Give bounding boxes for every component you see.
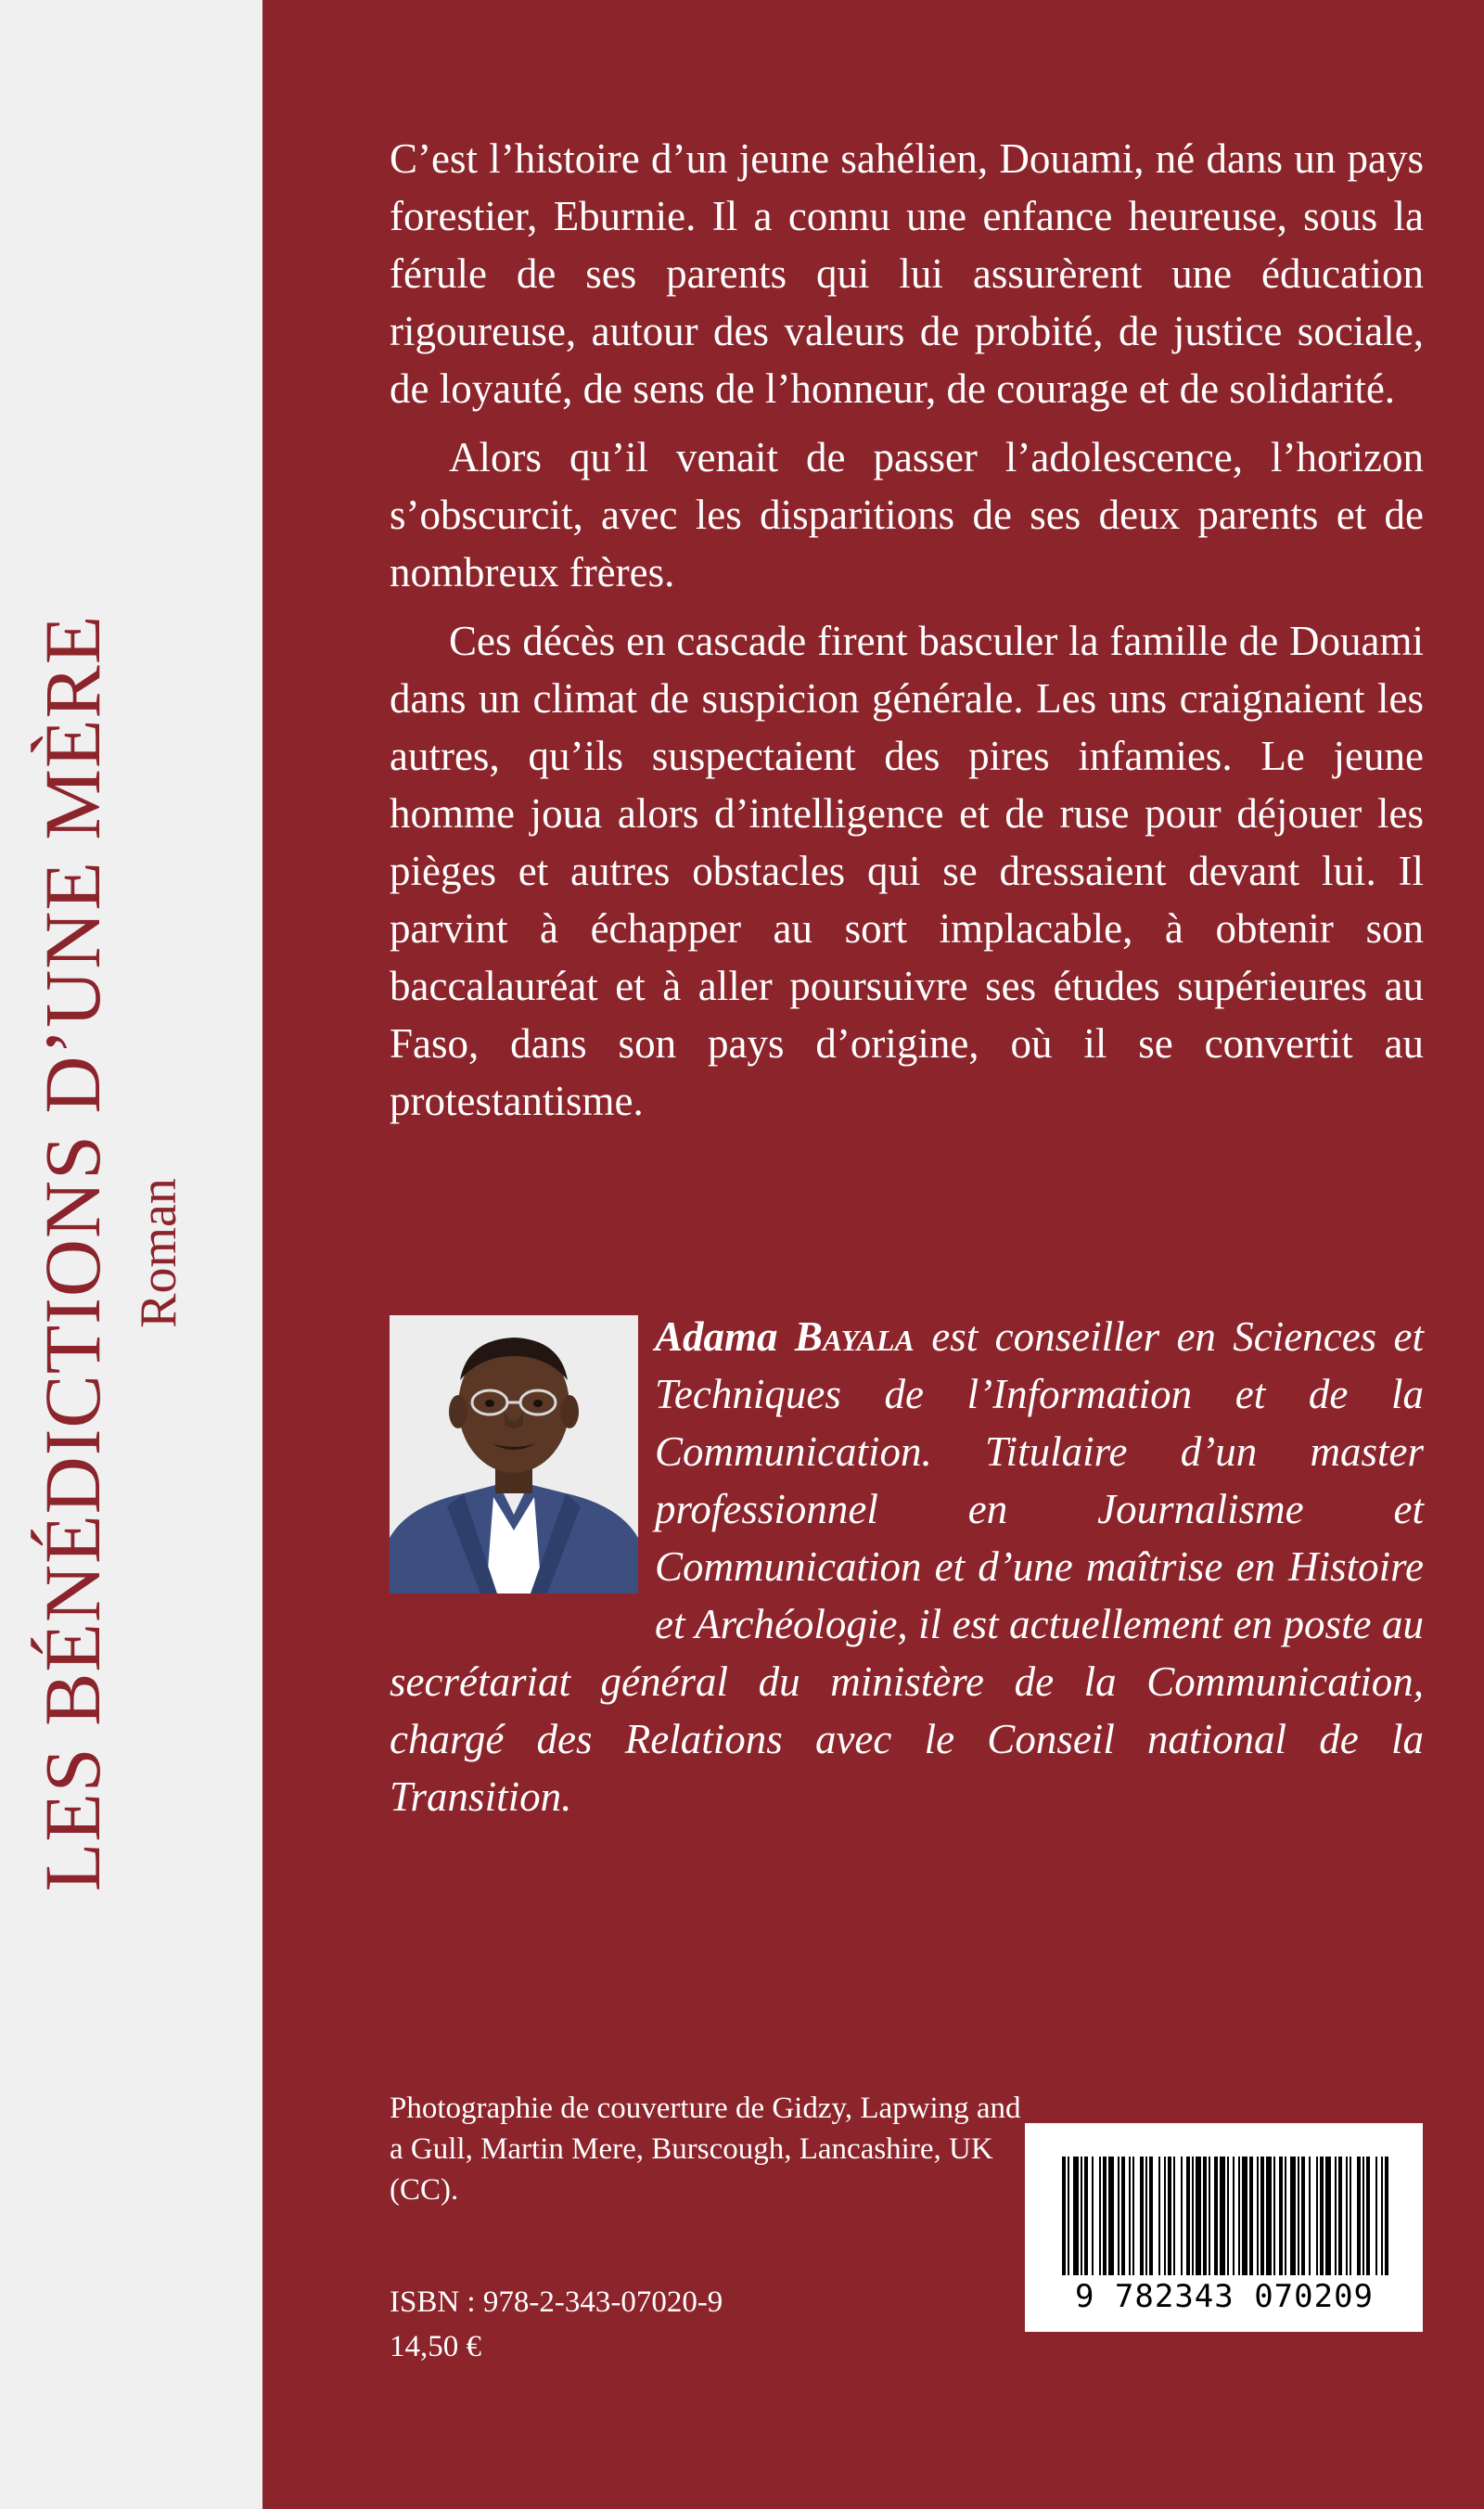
barcode	[1025, 2123, 1423, 2332]
barcode-bar	[1257, 2157, 1259, 2275]
barcode-bar	[1238, 2157, 1240, 2275]
isbn: ISBN : 978-2-343-07020-9	[390, 2285, 723, 2319]
barcode-bar	[1357, 2157, 1361, 2275]
barcode-bar	[1249, 2157, 1253, 2275]
barcode-bar	[1081, 2157, 1082, 2275]
author-last-name: Bayala	[794, 1313, 915, 1360]
book-genre: Roman	[130, 1178, 187, 1328]
barcode-bar	[1062, 2157, 1066, 2275]
barcode-bar	[1121, 2157, 1125, 2275]
barcode-bar	[1285, 2157, 1286, 2275]
photo-credit: Photographie de couverture de Gidzy, Lapwing and a Gull, Martin Mere, Burscough, Lancashire, UK (CC).	[390, 2092, 1021, 2207]
barcode-bar	[1309, 2157, 1311, 2275]
barcode-bar	[1227, 2157, 1229, 2275]
barcode-bar	[1168, 2157, 1171, 2275]
barcode-bar	[1132, 2157, 1134, 2275]
barcode-bar	[1290, 2157, 1296, 2275]
author-first-name: Adama	[655, 1313, 778, 1360]
barcode-bar	[1242, 2157, 1247, 2275]
barcode-bar	[1375, 2157, 1377, 2275]
barcode-bar	[1366, 2157, 1370, 2275]
barcode-bar	[1181, 2157, 1183, 2275]
synopsis-paragraph-3: Ces décès en cascade firent basculer la famille de Douami dans un climat de suspicion générale. Les uns craignaient les autres, qu’ils suspectaient des pires infamies. Le jeune homme joua alors d’intelligence et de ruse pour déjouer les pièges et autres obstacles qui se dressaient devant lui. Il parvint à échapper au sort implacable, à obtenir son baccalauréat et à aller poursuivre ses études supérieures au Faso, dans son pays d’origine, où il se convertit au protestantisme.	[390, 618, 1424, 1124]
barcode-bar	[1316, 2157, 1318, 2275]
barcode-bar	[1103, 2157, 1107, 2275]
barcode-bar	[1273, 2157, 1275, 2275]
spine-panel	[0, 0, 262, 2509]
barcode-bar	[1209, 2157, 1210, 2275]
isbn-price-block	[390, 2280, 723, 2369]
barcode-bar	[1362, 2157, 1364, 2275]
synopsis-paragraph-1: C’est l’histoire d’un jeune sahélien, Douami, né dans un pays forestier, Eburnie. Il a connu une enfance heureuse, sous la férule de ses parents qui lui assurèrent une éducation rigoureuse, autour des valeurs de probité, de justice sociale, de loyauté, de sens de l’honneur, de courage et de solidarité.	[390, 135, 1424, 412]
barcode-bar	[1084, 2157, 1088, 2275]
barcode-bar	[1164, 2157, 1166, 2275]
barcode-bar	[1173, 2157, 1175, 2275]
barcode-bar	[1346, 2157, 1348, 2275]
barcode-bar	[1381, 2157, 1383, 2275]
barcode-bar	[1073, 2157, 1079, 2275]
barcode-bar	[1192, 2157, 1194, 2275]
barcode-bar	[1338, 2157, 1342, 2275]
barcode-bar	[1149, 2157, 1153, 2275]
spine-text-block	[20, 539, 243, 1967]
price: 14,50 €	[390, 2330, 481, 2363]
barcode-bar	[1220, 2157, 1225, 2275]
barcode-bar	[1325, 2157, 1331, 2275]
barcode-bar	[1099, 2157, 1101, 2275]
barcode-bar	[1266, 2157, 1272, 2275]
photo-spacer	[390, 1308, 655, 1603]
barcode-bar	[1233, 2157, 1235, 2275]
barcode-bar	[1279, 2157, 1283, 2275]
author-description: est conseiller en Sciences et Techniques de l’Information et de la Communication. Titulaire d’un master professionnel en Journalisme et Communication et d’une maîtrise en Histoire et Archéologie, il est actuellement en poste au secrétariat général du ministère de la Communication, chargé des Relations avec le Conseil national de la Transition.	[390, 1313, 1425, 1820]
barcode-bar	[1260, 2157, 1264, 2275]
barcode-bar	[1298, 2157, 1299, 2275]
synopsis	[390, 130, 1424, 1141]
barcode-bars	[1058, 2157, 1392, 2279]
barcode-bar	[1320, 2157, 1324, 2275]
synopsis-paragraph-2: Alors qu’il venait de passer l’adolescence, l’horizon s’obscurcit, avec les disparitions de ses deux parents et de nombreux frères.	[390, 434, 1424, 595]
barcode-bar	[1196, 2157, 1201, 2275]
author-bio	[390, 1308, 1424, 1825]
barcode-bar	[1108, 2157, 1114, 2275]
barcode-digits: 9 782343 070209	[1074, 2278, 1375, 2315]
barcode-bar	[1186, 2157, 1190, 2275]
barcode-bar	[1301, 2157, 1305, 2275]
barcode-bar	[1385, 2157, 1388, 2275]
barcode-bar	[1158, 2157, 1160, 2275]
barcode-bar	[1118, 2157, 1119, 2275]
barcode-bar	[1140, 2157, 1144, 2275]
barcode-bar	[1335, 2157, 1337, 2275]
barcode-bar	[1145, 2157, 1147, 2275]
barcode-bar	[1129, 2157, 1131, 2275]
barcode-bar	[1350, 2157, 1351, 2275]
barcode-bar	[1203, 2157, 1207, 2275]
barcode-bar	[1214, 2157, 1218, 2275]
barcode-bar	[1068, 2157, 1069, 2275]
book-title: LES BÉNÉDICTIONS D’UNE MÈRE	[28, 614, 117, 1892]
barcode-bar	[1092, 2157, 1094, 2275]
